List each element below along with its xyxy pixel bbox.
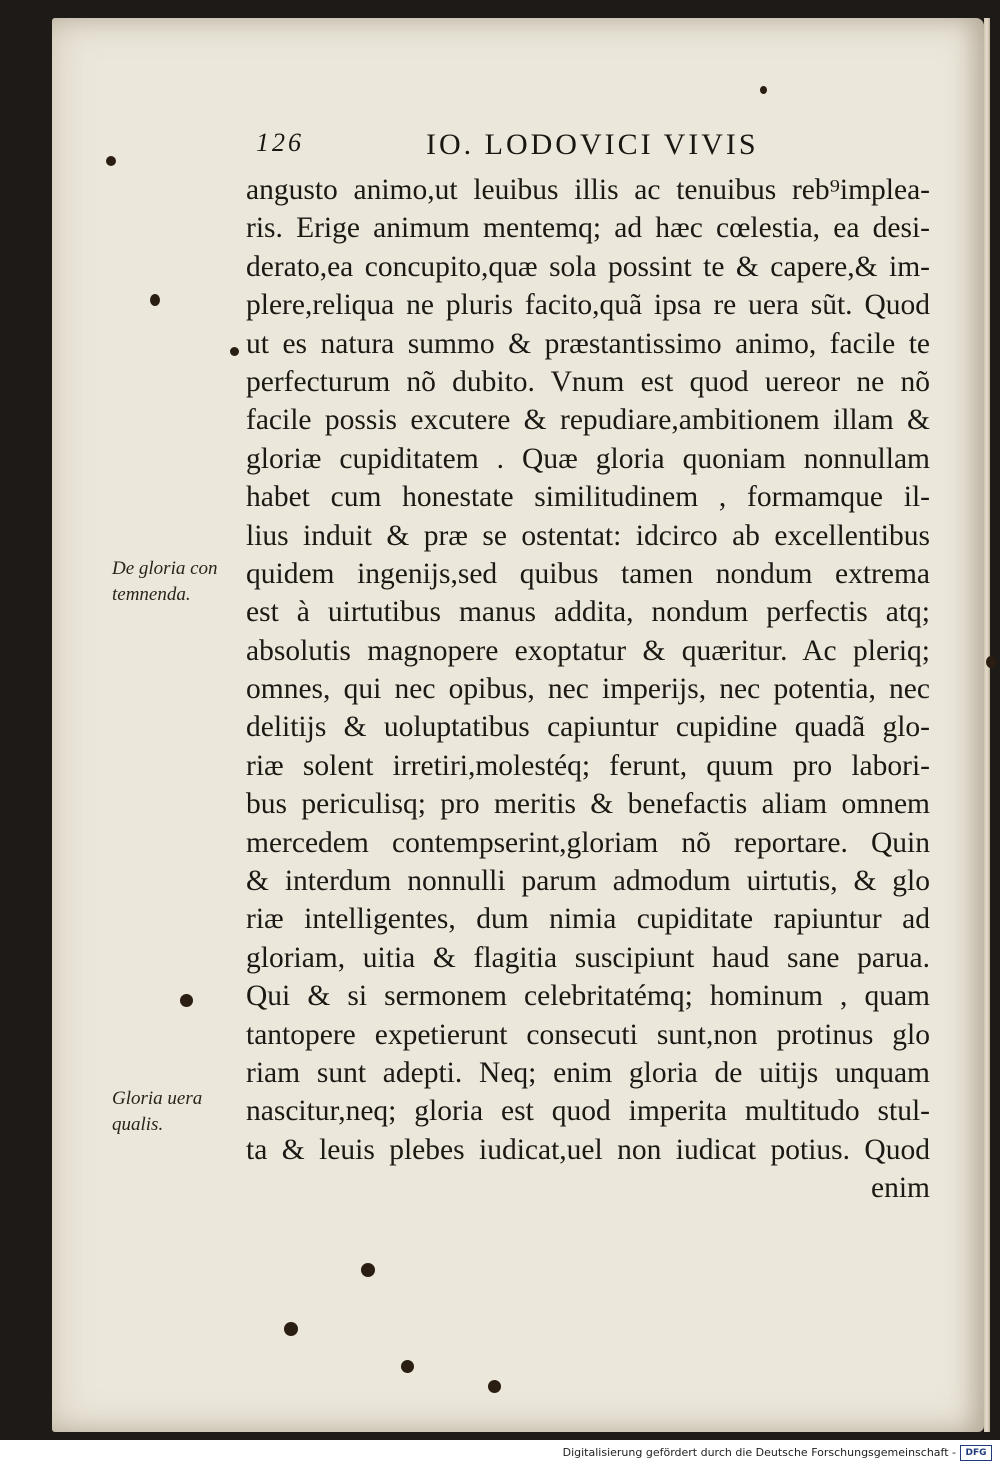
ink-spot: [180, 994, 193, 1007]
text-line: tantopere expetierunt consecuti sunt,non protinus glo: [246, 1018, 930, 1051]
text-line: riæ intelligentes, dum nimia cupiditate rapiuntur ad: [246, 903, 930, 936]
marginal-note-gloria-uera: [112, 1086, 202, 1138]
ink-spot: [760, 86, 767, 94]
running-head-title: IO. LODOVICI VIVIS: [426, 128, 759, 161]
ink-spot: [986, 656, 996, 668]
marginal-note-line: qualis.: [112, 1114, 164, 1135]
ink-spot: [106, 156, 116, 166]
footer-credit: Digitalisierung gefördert durch die Deutsche Forschungsgemeinschaft -: [562, 1446, 956, 1459]
main-text-block: [246, 171, 930, 1208]
catchword: enim: [871, 1172, 930, 1205]
text-line: ut es natura summo & præstantissimo animo, facile te: [246, 327, 930, 360]
text-line: bus periculisq; pro meritis & benefactis aliam omnem: [246, 788, 930, 821]
text-line: perfecturum nõ dubito. Vnum est quod uereor ne nõ: [246, 365, 930, 398]
marginal-note-line: temnenda.: [112, 584, 191, 605]
ink-spot: [401, 1360, 414, 1373]
text-line: ta & leuis plebes iudicat,uel non iudicat potius. Quod: [246, 1133, 930, 1166]
text-line: Qui & si sermonem celebritatémq; hominum , quam: [246, 980, 930, 1013]
text-line: & interdum nonnulli parum admodum uirtutis, & glo: [246, 865, 930, 898]
marginal-note-line: De gloria con: [112, 558, 218, 579]
text-line: delitijs & uoluptatibus capiuntur cupidine quadã glo-: [246, 711, 930, 744]
dfg-logo-icon: DFG: [960, 1445, 992, 1461]
marginal-note-gloria-contemnenda: [112, 556, 218, 608]
text-line: facile possis excutere & repudiare,ambitionem illam &: [246, 404, 930, 437]
page-number: 126: [256, 128, 304, 157]
ink-spot: [488, 1380, 501, 1393]
text-line: habet cum honestate similitudinem , formamque il-: [246, 481, 930, 514]
text-line: plere,reliqua ne pluris facito,quã ipsa re uera sũt. Quod: [246, 289, 930, 322]
text-line: riam sunt adepti. Neq; enim gloria de uitijs unquam: [246, 1056, 930, 1089]
marginal-note-line: Gloria uera: [112, 1088, 203, 1109]
page-edge: [984, 18, 990, 1432]
running-head: [200, 128, 800, 168]
text-line: derato,ea concupito,quæ sola possint te & capere,& im-: [246, 250, 930, 283]
text-line: nascitur,neq; gloria est quod imperita multitudo stul-: [246, 1095, 930, 1128]
text-line: gloriam, uitia & flagitia suscipiunt haud sane parua.: [246, 941, 930, 974]
ink-spot: [284, 1322, 298, 1336]
text-line: riæ solent irretiri,molestéq; ferunt, quum pro labori-: [246, 749, 930, 782]
text-line: mercedem contempserint,gloriam nõ reportare. Quin: [246, 826, 930, 859]
text-line: gloriæ cupiditatem . Quæ gloria quoniam nonnullam: [246, 442, 930, 475]
ink-spot: [230, 347, 239, 356]
text-line: ris. Erige animum mentemq; ad hæc cœlestia, ea desi-: [246, 212, 930, 245]
text-line: omnes, qui nec opibus, nec imperijs, nec potentia, nec: [246, 673, 930, 706]
digitization-footer: [0, 1440, 1000, 1464]
text-line: absolutis magnopere exoptatur & quæritur. Ac pleriq;: [246, 634, 930, 667]
text-line: quidem ingenijs,sed quibus tamen nondum extrema: [246, 557, 930, 590]
text-line: lius induit & præ se ostentat: idcirco ab excellentibus: [246, 519, 930, 552]
text-line: est à uirtutibus manus addita, nondum perfectis atq;: [246, 596, 930, 629]
text-line: angusto animo,ut leuibus illis ac tenuibus reb⁹implea-: [246, 174, 930, 206]
ink-spot: [150, 294, 160, 306]
ink-spot: [361, 1263, 375, 1277]
